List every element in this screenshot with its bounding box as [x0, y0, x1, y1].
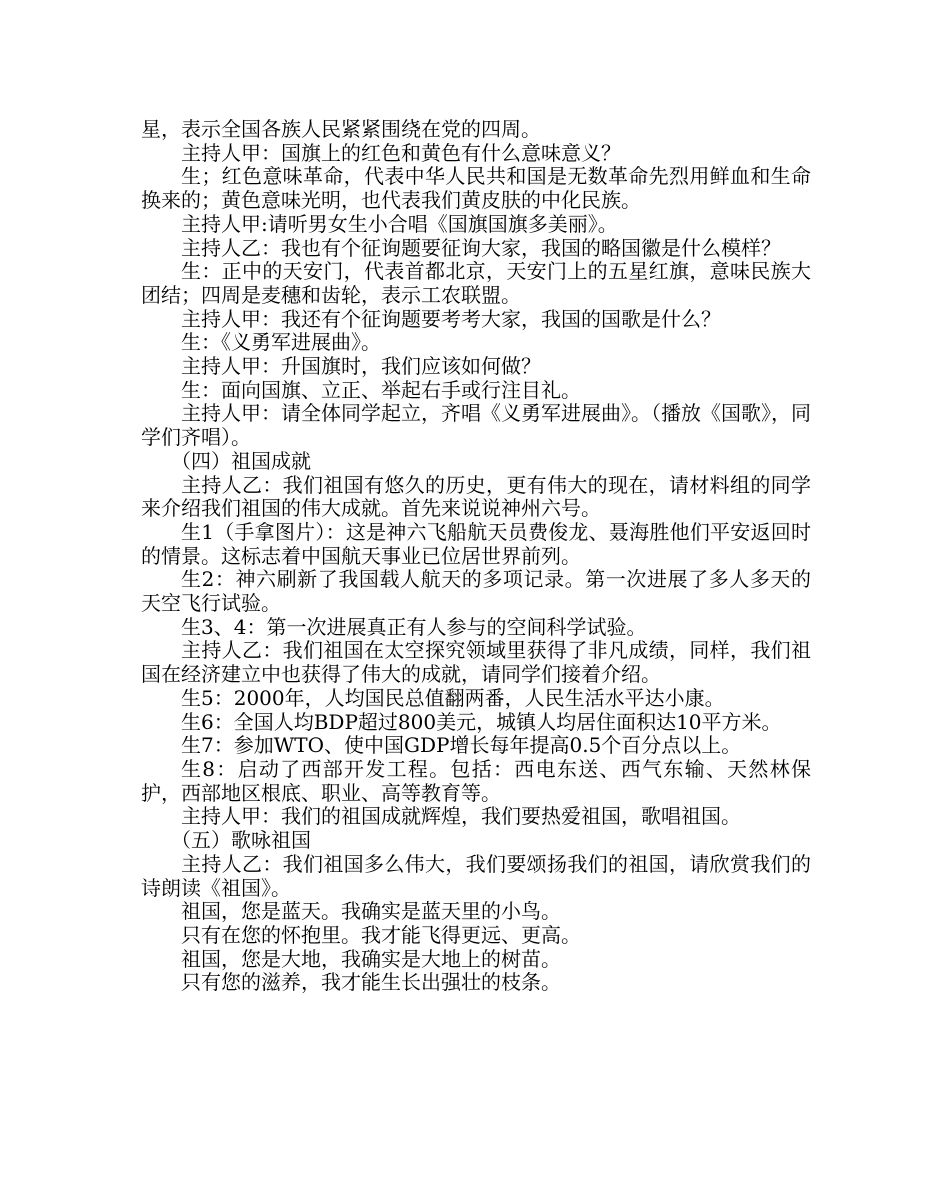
paragraph: 生1（手拿图片）：这是神六飞船航天员费俊龙、聂海胜他们平安返回时的情景。这标志着中国航天事业已位居世界前列。 [141, 519, 811, 568]
paragraph: 主持人甲：升国旗时，我们应该如何做？ [181, 354, 541, 379]
paragraph: 主持人乙：我也有个征询题要征询大家，我国的略国徽是什么模样？ [181, 235, 781, 260]
paragraph: 星，表示全国各族人民紧紧围绕在党的四周。 [141, 117, 541, 141]
section-heading: （四）祖国成就 [171, 448, 311, 473]
paragraph: 生：面向国旗、立正、举起右手或行注目礼。 [181, 377, 581, 402]
section-heading: （五）歌咏祖国 [171, 828, 311, 853]
paragraph: 主持人甲：国旗上的红色和黄色有什么意味意义？ [181, 140, 621, 165]
paragraph: 主持人甲：请全体同学起立，齐唱《义勇军进展曲》。（播放《国歌》，同学们齐唱）。 [141, 401, 811, 450]
paragraph: 只有在您的怀抱里。我才能飞得更远、更高。 [181, 922, 581, 947]
paragraph: 生6：全国人均BDP超过800美元，城镇人均居住面积达10平方米。 [181, 709, 782, 734]
paragraph: 生：《义勇军进展曲》。 [181, 330, 381, 355]
paragraph: 主持人乙：我们祖国多么伟大，我们要颂扬我们的祖国，请欣赏我们的诗朗读《祖国》。 [141, 851, 811, 900]
paragraph: 生5：2000年，人均国民总值翻两番，人民生活水平达小康。 [181, 685, 725, 710]
paragraph: 主持人甲:请听男女生小合唱《国旗国旗多美丽》。 [181, 211, 618, 236]
paragraph: 生8：启动了西部开发工程。包括：西电东送、西气东输、天然林保护，西部地区根底、职业、高等教育等。 [141, 756, 811, 805]
paragraph: 主持人甲：我们的祖国成就辉煌，我们要热爱祖国，歌唱祖国。 [181, 804, 741, 829]
paragraph: 生：正中的天安门，代表首都北京，天安门上的五星红旗，意味民族大团结；四周是麦穗和齿轮，表示工农联盟。 [141, 259, 811, 307]
paragraph: 生；红色意味革命，代表中华人民共和国是无数革命先烈用鲜血和生命换来的；黄色意味光明，也代表我们黄皮肤的中化民族。 [141, 164, 811, 213]
paragraph: 生3、4：第一次进展真正有人参与的空间科学试验。 [181, 614, 647, 639]
paragraph: 主持人乙：我们祖国有悠久的历史，更有伟大的现在，请材料组的同学来介绍我们祖国的伟大成就。首先来说说神州六号。 [141, 472, 811, 521]
paragraph: 祖国，您是蓝天。我确实是蓝天里的小鸟。 [181, 899, 561, 924]
paragraph: 生2：神六刷新了我国载人航天的多项记录。第一次进展了多人多天的天空飞行试验。 [141, 567, 811, 616]
document-page [141, 118, 811, 995]
paragraph: 祖国，您是大地，我确实是大地上的树苗。 [181, 946, 561, 971]
paragraph: 生7：参加WTO、使中国GDP增长每年提高0.5个百分点以上。 [181, 733, 742, 758]
paragraph: 主持人乙：我们祖国在太空探究领域里获得了非凡成绩，同样，我们祖国在经济建立中也获得了伟大的成就，请同学们接着介绍。 [141, 638, 811, 687]
paragraph: 主持人甲：我还有个征询题要考考大家，我国的国歌是什么？ [181, 306, 721, 331]
paragraph: 只有您的滋养，我才能生长出强壮的枝条。 [181, 970, 561, 995]
